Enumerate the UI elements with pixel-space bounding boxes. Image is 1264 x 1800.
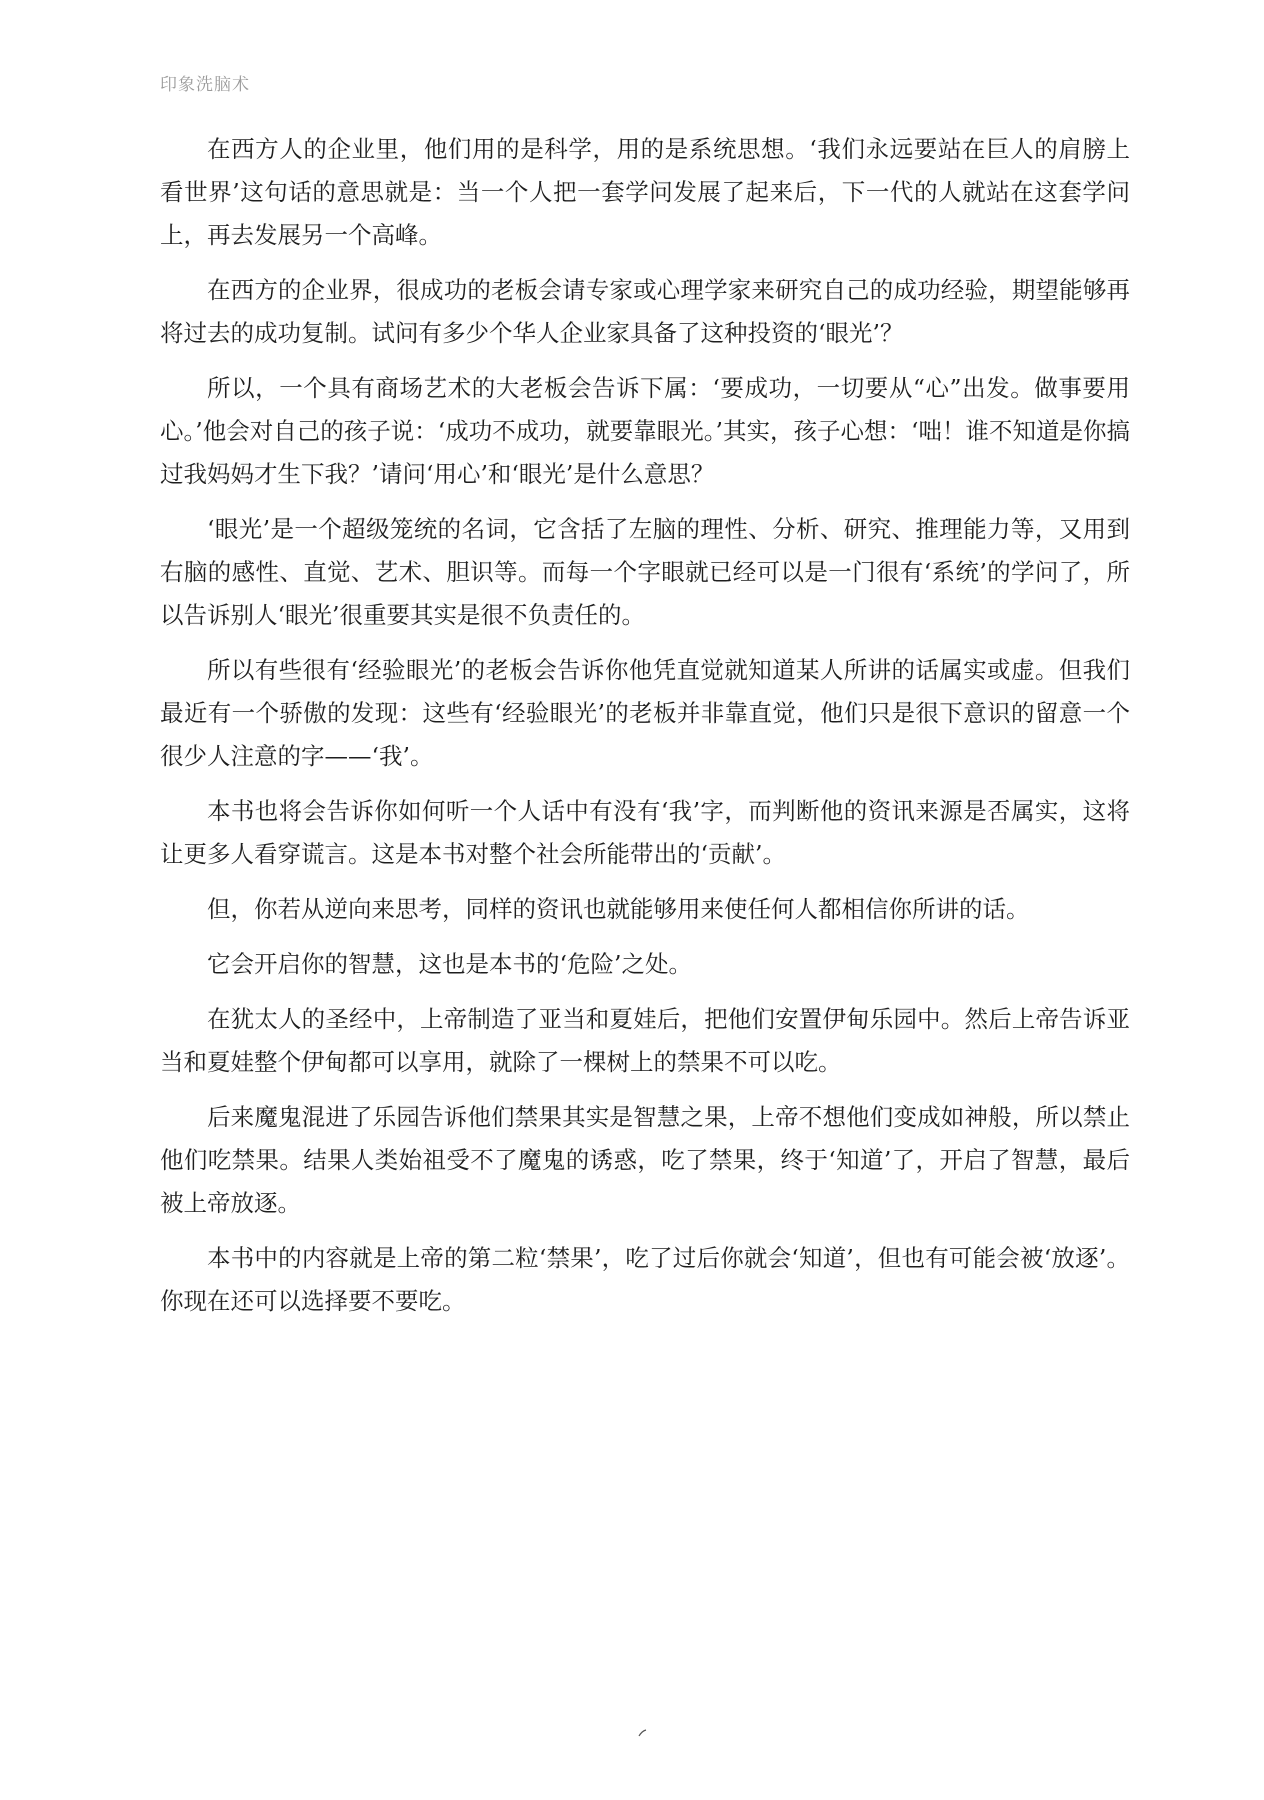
paragraph: ‘眼光’是一个超级笼统的名词，它含括了左脑的理性、分析、研究、推理能力等，又用到右脑的感性、直觉、艺术、胆识等。而每一个字眼就已经可以是一门很有‘系统’的学问了，所以告诉别人‘眼光’很重要其实是很不负责任的。	[160, 515, 1130, 629]
paragraph: 本书中的内容就是上帝的第二粒‘禁果’，吃了过后你就会‘知道’，但也有可能会被‘放逐’。你现在还可以选择要不要吃。	[160, 1244, 1130, 1315]
paragraph: 在西方的企业界，很成功的老板会请专家或心理学家来研究自己的成功经验，期望能够再将过去的成功复制。试问有多少个华人企业家具备了这种投资的‘眼光’？	[160, 276, 1130, 347]
paragraph: 所以有些很有‘经验眼光’的老板会告诉你他凭直觉就知道某人所讲的话属实或虚。但我们最近有一个骄傲的发现：这些有‘经验眼光’的老板并非靠直觉，他们只是很下意识的留意一个很少人注意的字——‘我’。	[160, 656, 1130, 770]
paragraph: 但，你若从逆向来思考，同样的资讯也就能够用来使任何人都相信你所讲的话。	[207, 895, 1030, 923]
scan-speck	[638, 1728, 648, 1738]
paragraph: 本书也将会告诉你如何听一个人话中有没有‘我’字，而判断他的资讯来源是否属实，这将让更多人看穿谎言。这是本书对整个社会所能带出的‘贡献’。	[160, 797, 1130, 868]
body-text	[160, 128, 1130, 1335]
paragraph: 在犹太人的圣经中，上帝制造了亚当和夏娃后，把他们安置伊甸乐园中。然后上帝告诉亚当和夏娃整个伊甸都可以享用，就除了一棵树上的禁果不可以吃。	[160, 1005, 1130, 1076]
paragraph: 它会开启你的智慧，这也是本书的‘危险’之处。	[207, 950, 692, 978]
paragraph: 后来魔鬼混进了乐园告诉他们禁果其实是智慧之果，上帝不想他们变成如神般，所以禁止他们吃禁果。结果人类始祖受不了魔鬼的诱惑，吃了禁果，终于‘知道’了，开启了智慧，最后被上帝放逐。	[160, 1103, 1130, 1217]
paragraph: 在西方人的企业里，他们用的是科学，用的是系统思想。‘我们永远要站在巨人的肩膀上看世界’这句话的意思就是：当一个人把一套学问发展了起来后，下一代的人就站在这套学问上，再去发展另一个高峰。	[160, 135, 1130, 249]
paragraph: 所以，一个具有商场艺术的大老板会告诉下属：‘要成功，一切要从“心”出发。做事要用心。’他会对自己的孩子说：‘成功不成功，就要靠眼光。’其实，孩子心想：‘咄！谁不知道是你搞过我妈妈才生下我？’请问‘用心’和‘眼光’是什么意思？	[160, 374, 1130, 488]
running-header: 印象洗脑术	[160, 75, 250, 95]
